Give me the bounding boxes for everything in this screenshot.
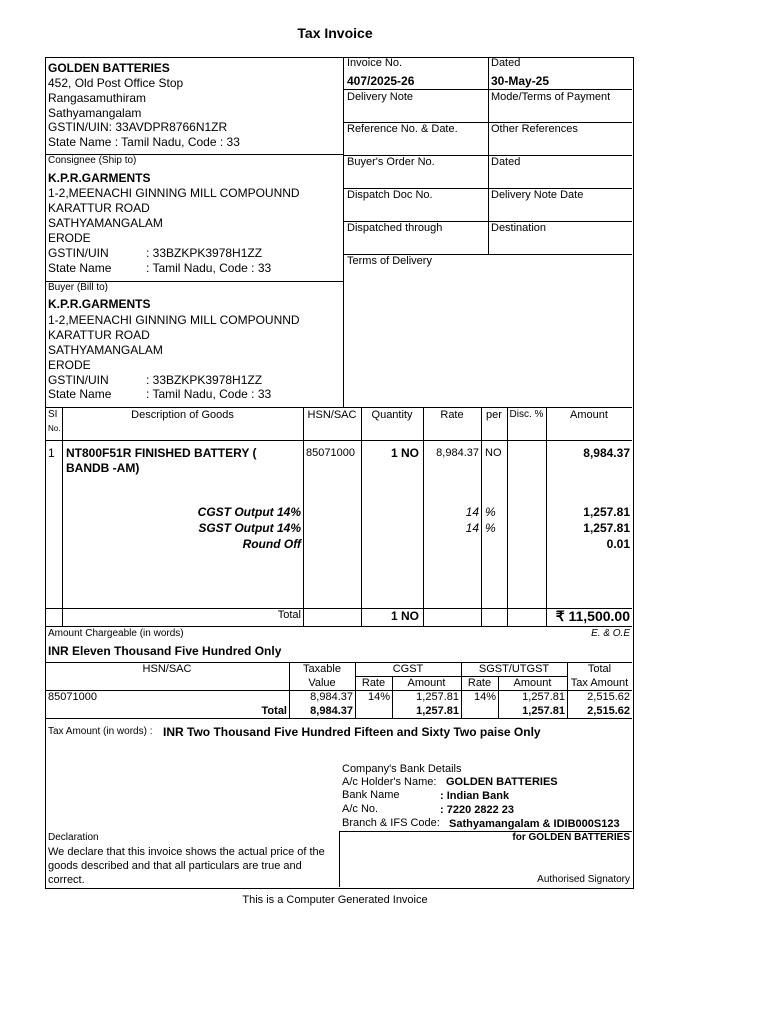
total-label: Total [277, 609, 301, 621]
reference-label: Reference No. & Date. [347, 123, 458, 135]
declaration-text: We declare that this invoice shows the actual price of the goods described and that all particulars are true and correct. [48, 846, 325, 886]
round-off-amount: 0.01 [606, 537, 630, 551]
holder-name: GOLDEN BATTERIES [446, 776, 558, 788]
buyer-gstin-label: GSTIN/UIN [48, 373, 109, 387]
consignee-state-label: State Name [48, 261, 112, 275]
hsn-col-hsn: HSN/SAC [142, 663, 192, 675]
hsn-col-tax-amount: Tax Amount [570, 677, 629, 689]
branch-ifsc: Sathyamangalam & IDIB000S123 [449, 818, 620, 830]
hsn-col-cgst-rate: Rate [361, 677, 386, 689]
buyer-address-line: KARATTUR ROAD [48, 328, 150, 342]
buyer-address-line: SATHYAMANGALAM [48, 343, 163, 357]
footer-note: This is a Computer Generated Invoice [242, 894, 428, 906]
bank-heading: Company's Bank Details [342, 763, 462, 775]
tax-line-per: % [485, 521, 496, 535]
declaration-heading: Declaration [48, 832, 99, 843]
delivery-note-date-label: Delivery Note Date [491, 189, 584, 201]
item-amount: 8,984.37 [583, 446, 630, 460]
tax-in-words: INR Two Thousand Five Hundred Fifteen and Sixty Two paise Only [163, 725, 541, 739]
col-quantity: Quantity [371, 409, 413, 421]
hsn-row-cgst-rate: 14% [367, 691, 390, 703]
hsn-col-taxable: Taxable [303, 663, 341, 675]
invoice-date: 30-May-25 [491, 74, 550, 88]
hsn-total-label: Total [261, 705, 287, 717]
dispatch-doc-label: Dispatch Doc No. [347, 189, 433, 201]
col-si: SI [48, 409, 58, 420]
col-si-no: No. [48, 424, 61, 433]
total-quantity: 1 NO [390, 609, 419, 623]
destination-label: Destination [491, 222, 547, 234]
tax-line-amount: 1,257.81 [583, 505, 630, 519]
dispatched-through-label: Dispatched through [347, 222, 443, 234]
col-description: Description of Goods [131, 409, 234, 421]
seller-name: GOLDEN BATTERIES [48, 61, 170, 75]
hsn-col-cgst-amount: Amount [407, 677, 446, 689]
hsn-col-value: Value [308, 677, 336, 689]
buyer-address-line: ERODE [48, 358, 91, 372]
item-per: NO [485, 447, 502, 459]
seller-gstin: GSTIN/UIN: 33AVDPR8766N1ZR [48, 120, 228, 134]
buyer-name: K.P.R.GARMENTS [48, 297, 151, 311]
tax-words-label: Tax Amount (in words) : [48, 726, 153, 737]
buyer-address-line: 1-2,MEENACHI GINNING MILL COMPOUNND [48, 313, 300, 327]
hsn-total-sgst: 1,257.81 [522, 705, 565, 717]
hsn-row-sgst-amount: 1,257.81 [522, 691, 565, 703]
hsn-col-sgst-amount: Amount [513, 677, 552, 689]
item-si: 1 [48, 446, 55, 460]
col-hsn: HSN/SAC [307, 409, 357, 421]
consignee-gstin-label: GSTIN/UIN [48, 246, 109, 260]
consignee-address-line: ERODE [48, 231, 91, 245]
tax-line-label: SGST Output 14% [198, 521, 301, 535]
buyer-state-value: : Tamil Nadu, Code : 33 [146, 387, 272, 401]
hsn-row-cgst-amount: 1,257.81 [416, 691, 459, 703]
buyer-gstin-value: : 33BZKPK3978H1ZZ [146, 373, 263, 387]
consignee-address-line: SATHYAMANGALAM [48, 216, 163, 230]
tax-line-amount: 1,257.81 [583, 521, 630, 535]
col-rate: Rate [440, 409, 464, 421]
terms-of-delivery-label: Terms of Delivery [347, 255, 432, 267]
buyer-heading: Buyer (Bill to) [48, 282, 109, 293]
authorised-signatory: Authorised Signatory [537, 874, 630, 885]
tax-line-per: % [485, 505, 496, 519]
dated-label: Dated [491, 57, 521, 69]
invoice-no-label: Invoice No. [347, 57, 403, 69]
payment-terms-label: Mode/Terms of Payment [491, 91, 611, 103]
order-dated-label: Dated [491, 156, 521, 168]
eoe-label: E. & O.E [591, 628, 630, 639]
hsn-row-total: 2,515.62 [587, 691, 630, 703]
hsn-row-code: 85071000 [48, 691, 97, 703]
amount-in-words: INR Eleven Thousand Five Hundred Only [48, 644, 282, 658]
seller-state: State Name : Tamil Nadu, Code : 33 [48, 135, 240, 149]
seller-address-line: Rangasamuthiram [48, 91, 147, 105]
bank-name: : Indian Bank [440, 790, 510, 802]
consignee-state-value: : Tamil Nadu, Code : 33 [146, 261, 272, 275]
consignee-gstin-value: : 33BZKPK3978H1ZZ [146, 246, 263, 260]
col-amount: Amount [570, 409, 608, 421]
hsn-col-sgst-rate: Rate [467, 677, 492, 689]
col-disc: Disc. % [509, 409, 544, 420]
seller-address-line: 452, Old Post Office Stop [48, 76, 184, 90]
hsn-col-sgst: SGST/UTGST [478, 663, 550, 675]
hsn-row-taxable: 8,984.37 [310, 691, 353, 703]
account-no-label: A/c No. [342, 803, 379, 815]
hsn-row-sgst-rate: 14% [473, 691, 496, 703]
consignee-heading: Consignee (Ship to) [48, 155, 137, 166]
hsn-total-amount: 2,515.62 [587, 705, 630, 717]
hsn-col-total: Total [587, 663, 612, 675]
tax-line-label: CGST Output 14% [197, 505, 301, 519]
bank-name-label: Bank Name [342, 789, 400, 801]
other-references-label: Other References [491, 123, 578, 135]
hsn-total-taxable: 8,984.37 [310, 705, 353, 717]
branch-label: Branch & IFS Code: [342, 817, 440, 829]
item-description: NT800F51R FINISHED BATTERY ( [66, 446, 257, 460]
seller-address-line: Sathyamangalam [48, 106, 142, 120]
item-description-cont: BANDB -AM) [66, 461, 140, 475]
amount-words-label: Amount Chargeable (in words) [48, 628, 184, 639]
round-off-label: Round Off [242, 537, 301, 551]
holder-label: A/c Holder's Name: [342, 776, 437, 788]
account-no: : 7220 2822 23 [440, 804, 515, 816]
consignee-address-line: KARATTUR ROAD [48, 201, 150, 215]
delivery-note-label: Delivery Note [347, 91, 414, 103]
item-hsn: 85071000 [306, 447, 355, 459]
signatory-company: for GOLDEN BATTERIES [512, 832, 630, 843]
consignee-address-line: 1-2,MEENACHI GINNING MILL COMPOUNND [48, 186, 300, 200]
hsn-col-cgst: CGST [392, 663, 424, 675]
page-title: Tax Invoice [297, 25, 373, 41]
buyers-order-label: Buyer's Order No. [347, 156, 435, 168]
tax-line-rate: 14 [465, 505, 479, 519]
tax-line-rate: 14 [465, 521, 479, 535]
consignee-name: K.P.R.GARMENTS [48, 171, 151, 185]
col-per: per [486, 409, 502, 421]
invoice-no: 407/2025-26 [347, 74, 415, 88]
item-rate: 8,984.37 [436, 447, 479, 459]
item-quantity: 1 NO [390, 446, 419, 460]
hsn-total-cgst: 1,257.81 [416, 705, 459, 717]
buyer-state-label: State Name [48, 387, 112, 401]
grand-total: ₹ 11,500.00 [555, 608, 630, 624]
